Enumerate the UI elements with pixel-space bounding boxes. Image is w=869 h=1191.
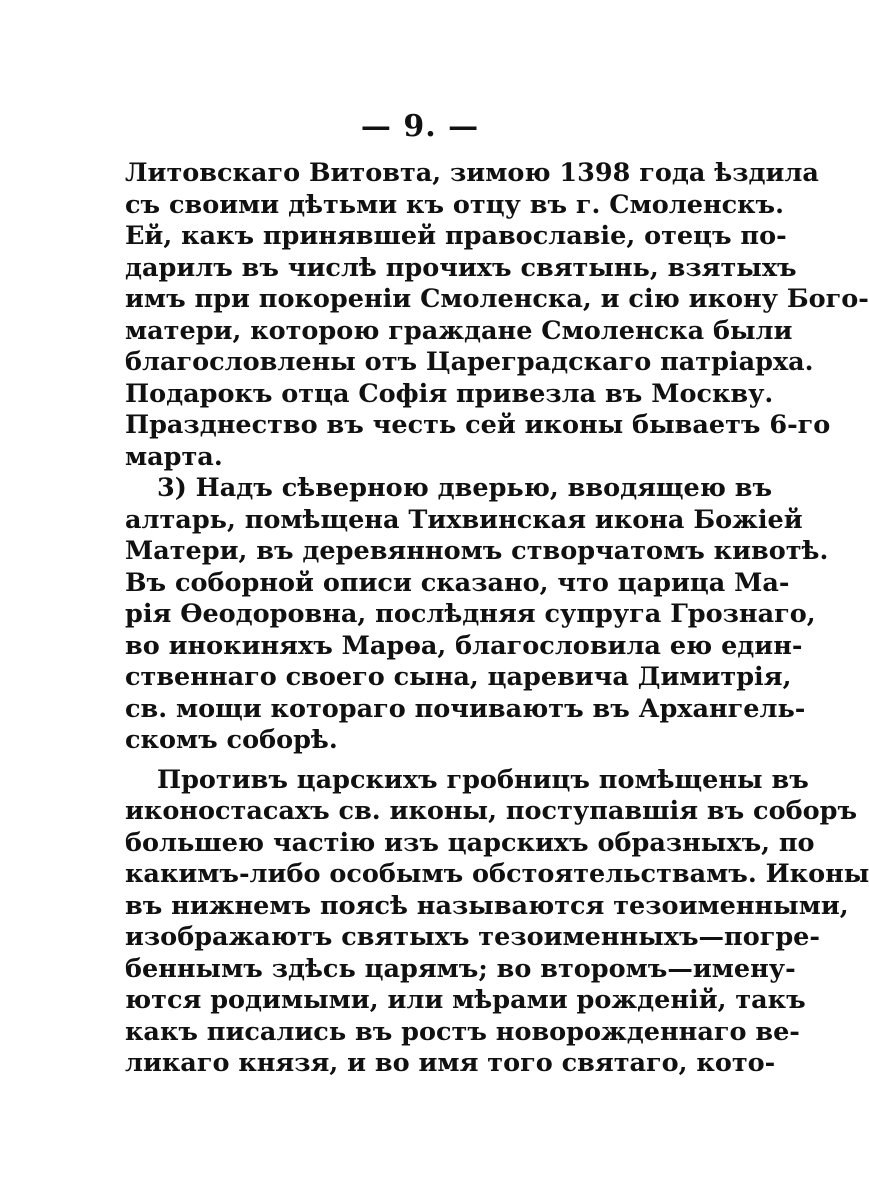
text-line: беннымъ здѣсь царямъ; во второмъ—имену- (125, 953, 796, 984)
text-line: большею частію изъ царскихъ образныхъ, по (125, 827, 815, 858)
text-line: Въ соборной описи сказано, что царица Ма- (125, 567, 790, 598)
paragraph-1 (125, 158, 869, 473)
paragraph-3 (125, 764, 869, 1080)
text-line: изображаютъ святыхъ тезоименныхъ—погре- (125, 922, 820, 952)
text-line: ются родимыми, или мѣрами рожденій, такъ (125, 985, 806, 1015)
text-line: съ своими дѣтьми къ отцу въ г. Смоленскъ. (125, 189, 784, 220)
text-line: ликаго князя, и во имя того святаго, кото- (125, 1048, 776, 1078)
text-line: св. мощи котораго почиваютъ въ Архангель- (125, 693, 806, 724)
text-line: Ей, какъ принявшей православіе, отецъ по- (125, 221, 787, 251)
text-line: благословлены отъ Цареградскаго патріарха. (125, 347, 814, 377)
paragraph-2 (125, 473, 829, 757)
text-line: въ нижнемъ поясѣ называются тезоименными, (125, 890, 849, 921)
text-line: имъ при покореніи Смоленска, и сію икону Бого- (125, 284, 869, 314)
text-line: ственнаго своего сына, царевича Димитрія, (125, 662, 792, 692)
text-line: Празднество въ честь сей иконы бываетъ 6-го (125, 410, 831, 440)
text-line: рія Ѳеодоровна, послѣдняя супруга Грознаго, (125, 599, 816, 629)
text-line: 3) Надъ сѣверною дверью, вводящею въ (157, 473, 773, 503)
text-line: дарилъ въ числѣ прочихъ святынь, взятыхъ (125, 252, 797, 283)
text-line: Противъ царскихъ гробницъ помѣщены въ (157, 764, 809, 795)
page-number: — 9. — (360, 109, 480, 144)
text-line: какимъ-либо особымъ обстоятельствамъ. Иконы (125, 859, 869, 889)
text-line: во инокиняхъ Марѳа, благословила ею един- (125, 630, 803, 661)
text-line: Литовскаго Витовта, зимою 1398 года ѣздила (125, 158, 819, 188)
text-line: иконостасахъ св. иконы, поступавшія въ соборъ (125, 796, 858, 826)
text-line: скомъ соборѣ. (125, 725, 338, 755)
text-line: Матери, въ деревянномъ створчатомъ кивотѣ. (125, 536, 829, 566)
text-line: марта. (125, 441, 223, 472)
text-line: матери, которою граждане Смоленска были (125, 315, 793, 346)
paragraph-gap (125, 757, 761, 765)
text-line: алтарь, помѣщена Тихвинская икона Божіей (125, 504, 803, 535)
text-line: Подарокъ отца Софія привезла въ Москву. (125, 378, 774, 409)
body-text (125, 158, 869, 1080)
text-line: какъ писались въ ростъ новорожденнаго ве- (125, 1016, 800, 1047)
